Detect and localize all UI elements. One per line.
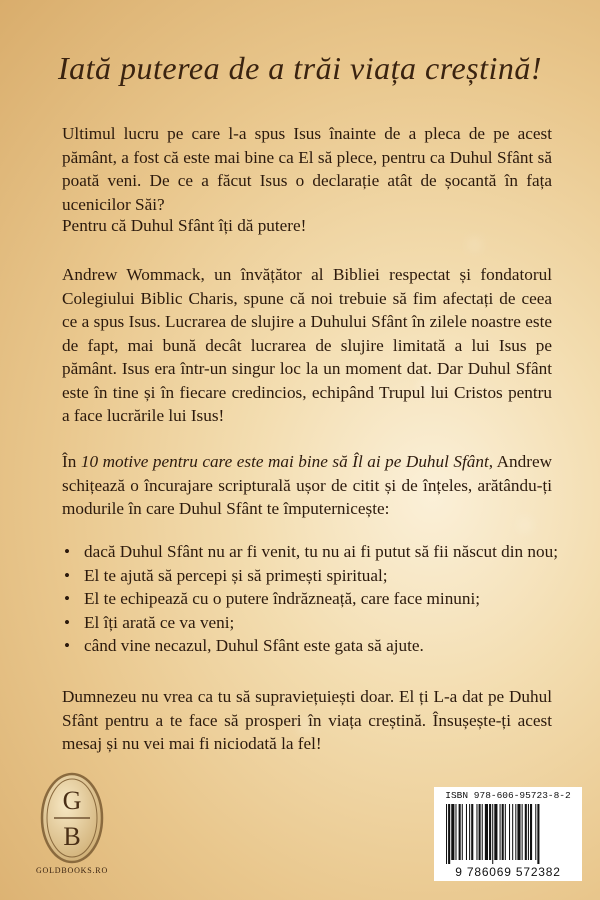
bullet-icon: • <box>64 542 71 561</box>
headline: Iată puterea de a trăi viața creștină! <box>57 50 543 86</box>
paragraph-intro: Ultimul lucru pe care l-a spus Isus înainte de a pleca de pe acest pământ, a fost că este mai bine ca El să plece, pentru ca Duhul Sfânt să poată veni. De ce a făcut Isus o declarație atât de șocantă în fața ucenicilor Săi? <box>62 124 552 214</box>
paragraph-book <box>62 450 552 521</box>
barcode-bar <box>509 804 510 860</box>
book-text-end: , Andrew schițează o încurajare scripturală ușor de citit și de înțeles, arătându-ți modurile în care Duhul Sfânt te împuternicește: <box>62 452 553 518</box>
barcode-bar <box>530 804 532 860</box>
bullet-icon: • <box>64 589 71 608</box>
book-text-start: În <box>62 452 81 471</box>
book-title: 10 motive pentru care este mai bine să Îl ai pe Duhul Sfânt <box>80 452 489 471</box>
barcode-bar <box>485 804 488 860</box>
barcode-bar <box>466 804 467 860</box>
barcode-bar <box>451 804 454 860</box>
list-item: • El te echipează cu o putere îndrăzneață, care face minuni; <box>62 587 562 611</box>
barcode-bar <box>492 804 493 864</box>
barcode-bar <box>537 804 539 864</box>
barcode-bar <box>489 804 491 860</box>
bullet-icon: • <box>64 565 71 585</box>
benefit-list <box>62 540 562 658</box>
barcode-bar <box>471 804 473 860</box>
barcode-bar <box>479 804 481 860</box>
barcode-bar <box>528 804 529 860</box>
barcode-bar <box>459 804 461 860</box>
bokeh-light <box>520 520 530 530</box>
barcode-bar <box>469 804 470 860</box>
barcode-bar <box>500 804 501 860</box>
barcode-bar <box>502 804 504 860</box>
barcode-bar <box>522 804 523 860</box>
barcode-bar <box>482 804 483 860</box>
list-item: • El îți arată ce va veni; <box>62 611 562 635</box>
barcode-digits: 9 786069 572382 <box>455 865 561 879</box>
barcode-bar <box>448 804 450 864</box>
paragraph-power: Pentru că Duhul Sfânt îți dă putere! <box>62 216 307 235</box>
barcode-bar <box>517 804 520 860</box>
publisher-logo-icon <box>40 772 104 864</box>
barcode-bar <box>512 804 513 860</box>
barcode-icon <box>446 804 570 864</box>
paragraph-author: Andrew Wommack, un învățător al Bibliei respectat și fondatorul Colegiului Biblic Charis, spune că noi trebuie să fim afectați de ceea ce a spus Isus. Lucrarea de slujire a Duhului Sfânt în zilele noastre este de fapt, mai bună decât lucrarea de slujire limitată a lui Isus pe pământ. Isus era într-un singur loc la un moment dat. Dar Duhul Sfânt este în tine și în fiecare credincios, echipând Trupul lui Cristos pentru a face lucrările lui Isus! <box>62 265 552 425</box>
barcode-bar <box>505 804 506 860</box>
list-item: • dacă Duhul Sfânt nu ar fi venit, tu nu ai fi putut să fii născut din nou; <box>62 540 562 564</box>
list-item: • când vine necazul, Duhul Sfânt este gata să ajute. <box>62 634 562 658</box>
publisher-name: GOLDBOOKS.RO <box>35 866 109 875</box>
bokeh-light <box>470 240 479 249</box>
barcode-bar <box>455 804 456 860</box>
barcode-bar <box>494 804 497 860</box>
barcode-bar <box>476 804 477 860</box>
barcode-bar <box>535 804 536 860</box>
barcode-bar <box>446 804 447 864</box>
barcode-bar <box>462 804 463 860</box>
paragraph-closing: Dumnezeu nu vrea ca tu să supraviețuiești doar. El ți L-a dat pe Duhul Sfânt pentru a te face să prosperi în viața creștină. Însușește-ți acest mesaj și nu vei mai fi niciodată la fel! <box>62 687 552 753</box>
bullet-icon: • <box>64 612 71 632</box>
bullet-icon: • <box>64 636 71 655</box>
list-item: • El te ajută să percepi și să primești spiritual; <box>62 564 562 588</box>
logo-letter-g: G <box>62 786 82 815</box>
logo-letter-b: B <box>63 822 81 851</box>
barcode-bar <box>515 804 516 860</box>
isbn-label: ISBN 978-606-95723-8-2 <box>445 790 571 801</box>
barcode-bar <box>525 804 527 860</box>
isbn-barcode-box <box>434 787 582 881</box>
